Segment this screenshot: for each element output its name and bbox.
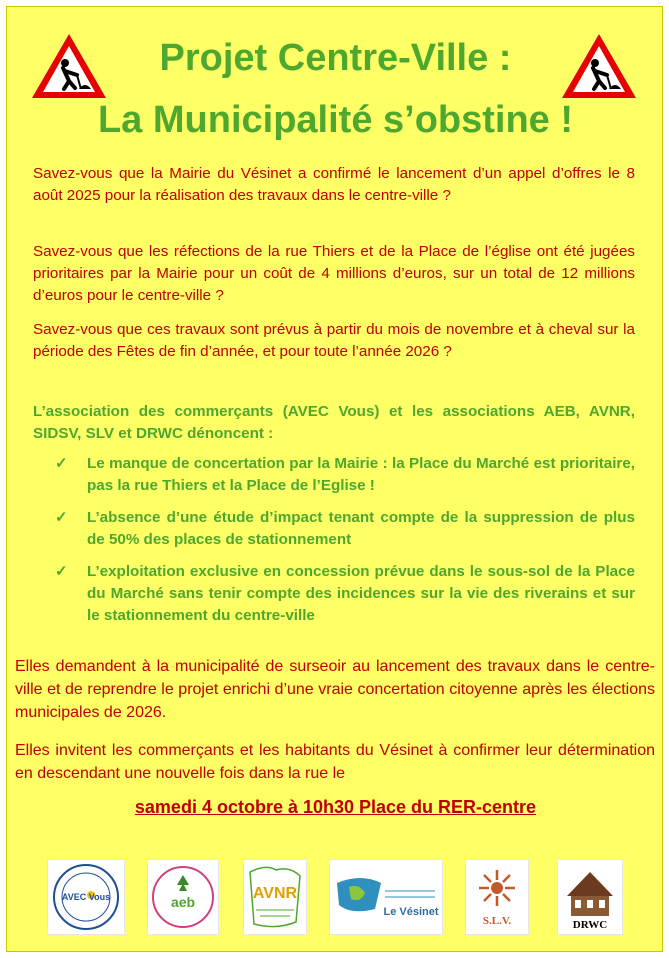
- question-paragraph: Savez-vous que ces travaux sont prévus à partir du mois de novembre et à cheval sur la période des Fêtes de fin d’année, et pour toute l’année 2026 ?: [33, 321, 635, 360]
- page-title: Projet Centre-Ville :: [159, 37, 512, 79]
- checkmark-icon: ✓: [55, 563, 68, 580]
- page-subtitle: La Municipalité s’obstine !: [97, 99, 574, 141]
- checkmark-icon: ✓: [55, 509, 68, 526]
- question-paragraph: Savez-vous que la Mairie du Vésinet a confirmé le lancement d’un appel d’offres le 8 août 2025 pour la réalisation des travaux dans le centre-ville ?: [33, 165, 635, 204]
- logo-avnr-text: AVNR: [252, 885, 298, 902]
- logo-drwc-text: DRWC: [572, 919, 608, 931]
- logo-slv-text: S.L.V.: [482, 915, 512, 927]
- checkmark-icon: ✓: [55, 455, 68, 472]
- logo-sidsv-text: Le Vésinet: [383, 906, 439, 918]
- logo-sidsv: [329, 859, 443, 935]
- denounce-intro: L’association des commerçants (AVEC Vous) et les associations AEB, AVNR, SIDSV, SLV et DRWC dénoncent :: [33, 403, 635, 442]
- question-paragraph: Savez-vous que les réfections de la rue Thiers et de la Place de l’église ont été jugées prioritaires par la Mairie pour un coût de 4 millions d’euros, sur un total de 12 millions d’euros pour le centre-ville ?: [33, 243, 635, 304]
- event-date: samedi 4 octobre à 10h30 Place du RER-centre: [134, 797, 537, 817]
- logo-aeb-text: aeb: [170, 894, 196, 910]
- demand-paragraph: Elles demandent à la municipalité de surseoir au lancement des travaux dans le centre-ville et de reprendre le projet enrichi d’une vraie concertation citoyenne après les élections municipales de 2026.: [15, 658, 655, 721]
- logo-aeb: [147, 859, 219, 935]
- poster: Projet Centre-Ville : La Municipalité s’obstine ! Savez-vous que la Mairie du Vésinet a confirmé le lancement d’un appel d’offres le 8 août 2025 pour la réalisation des travaux dans le centre-ville ? Savez-vous que les réfections de la rue Thiers et de la Place de l’église ont été jugées prioritaires par la Mairie pour un coût de 4 millions d’euros, sur un total de 12 millions d’euros pour le centre-ville ? Savez-vous que ces travaux sont prévus à partir du mois de novembre et à cheval sur la période des Fêtes de fin d’année, et pour toute l’année 2026 ? L’association des commerçants (AVEC Vous) et les associations AEB, AVNR, SIDSV, SLV et DRWC dénoncent : ✓ Le manque de concertation par la Mairie : la Place du Marché est prioritaire, pas la rue Thiers et la Place de l’Eglise ! ✓ L’absence d’une étude d’impact tenant compte de la suppression de plus de 50% des places de stationnement ✓ L’exploitation exclusive en concession prévue dans le sous-sol de la Place du Marché sans tenir compte des incidences sur la vie des riverains et sur le stationnement du centre-ville Elles demandent à la municipalité de surseoir au lancement des travaux dans le centre-ville et de reprendre le projet enrichi d’une vraie concertation citoyenne après les élections municipales de 2026. Elles invitent les commerçants et les habitants du Vésinet à confirmer leur détermination en descendant une nouvelle fois dans la rue le samedi 4 octobre à 10h30 Place du RER-centre AVEC Vous aeb AVNR Le Vésinet S.L.V. DRWC: [6, 6, 663, 952]
- logo-drwc: [557, 859, 623, 935]
- logo-avec-vous-text: AVEC Vous: [61, 892, 111, 902]
- logo-avec-vous: [47, 859, 125, 935]
- invite-paragraph: Elles invitent les commerçants et les habitants du Vésinet à confirmer leur détermination en descendant une nouvelle fois dans la rue le: [15, 742, 655, 782]
- logo-slv: [465, 859, 529, 935]
- logo-avnr: [243, 859, 307, 935]
